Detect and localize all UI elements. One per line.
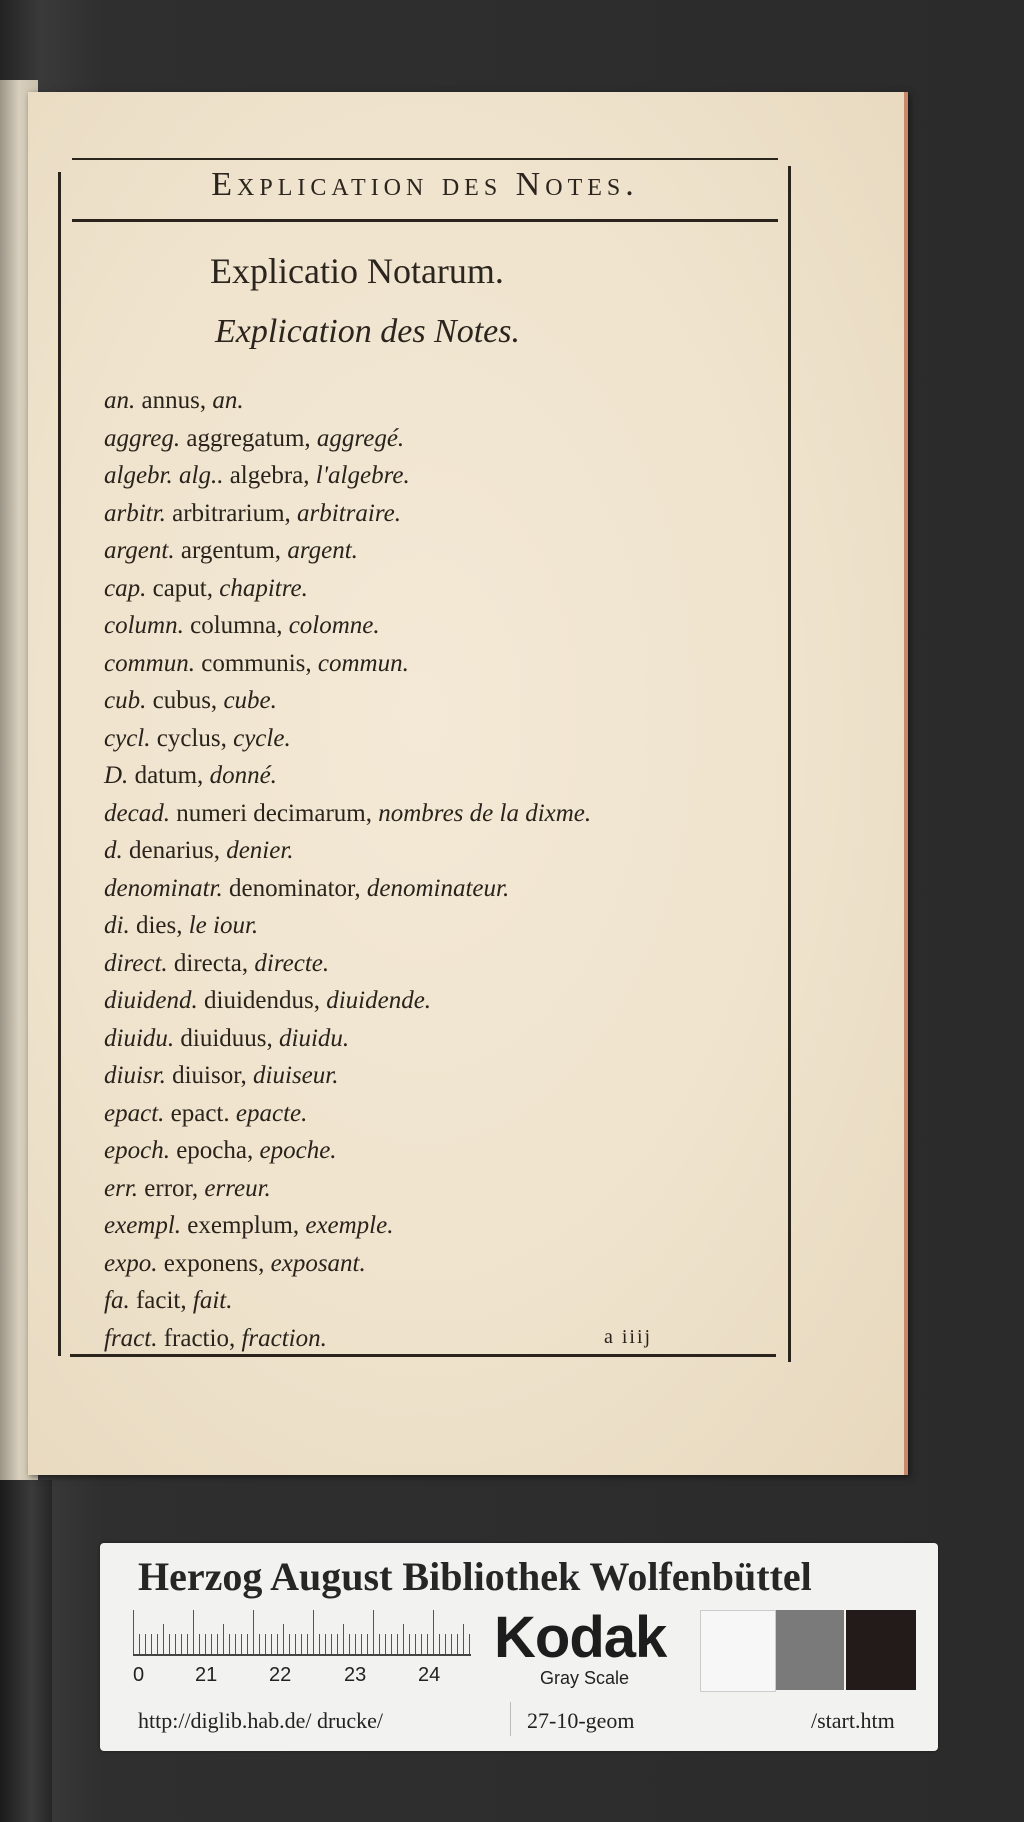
abbreviation-entry: [104, 457, 764, 495]
gray-scale-label: Gray Scale: [540, 1668, 630, 1688]
entry-french: erreur.: [204, 1174, 271, 1202]
entry-latin: annus,: [141, 387, 207, 414]
entry-abbreviation: decad.: [104, 799, 170, 827]
ruler-tick: [253, 1610, 254, 1654]
entry-french: commun.: [317, 649, 409, 677]
entry-abbreviation: cycl.: [104, 724, 151, 752]
entry-abbreviation: algebr. alg..: [104, 462, 224, 489]
entry-latin: exemplum,: [187, 1212, 300, 1239]
ruler-tick: [151, 1634, 152, 1654]
url-middle: 27-10-geom: [527, 1708, 635, 1733]
ruler-tick: [415, 1634, 416, 1654]
entry-latin: argentum,: [180, 537, 282, 564]
entry-french: epacte.: [235, 1099, 308, 1127]
entry-latin: epocha,: [176, 1137, 254, 1164]
ruler-tick: [223, 1624, 224, 1654]
entry-abbreviation: argent.: [104, 537, 175, 564]
abbreviation-entry: [104, 1320, 764, 1358]
white-swatch: [700, 1610, 776, 1692]
ruler-tick: [289, 1634, 290, 1654]
black-swatch: [846, 1610, 916, 1690]
ruler-tick: [259, 1634, 260, 1654]
ruler-tick: [385, 1634, 386, 1654]
entry-french: nombres de la dixme.: [378, 799, 592, 827]
ruler-tick: [211, 1634, 212, 1654]
entry-french: arbitraire.: [297, 499, 401, 527]
ruler-tick: [433, 1610, 434, 1654]
ruler-tick: [163, 1624, 164, 1654]
title-french: Explication des Notes.: [215, 313, 521, 350]
ruler-label: 23: [344, 1664, 367, 1686]
ruler-tick: [175, 1634, 176, 1654]
ruler-tick: [295, 1634, 296, 1654]
entry-abbreviation: exempl.: [104, 1212, 182, 1239]
entry-abbreviation: di.: [104, 912, 130, 939]
ruler-tick: [451, 1634, 452, 1654]
entry-abbreviation: fract.: [104, 1324, 158, 1352]
entry-latin: communis,: [201, 649, 312, 677]
entry-french: an.: [212, 387, 244, 414]
entry-abbreviation: diuisr.: [104, 1062, 166, 1089]
abbreviation-entry: [104, 1170, 764, 1208]
entry-abbreviation: epoch.: [104, 1137, 170, 1164]
ruler-tick: [205, 1634, 206, 1654]
entry-latin: diuisor,: [172, 1062, 247, 1089]
entry-latin: exponens,: [163, 1249, 265, 1277]
abbreviation-entry: [104, 945, 764, 983]
ruler-label: 0: [133, 1664, 145, 1686]
ruler-tick: [445, 1634, 446, 1654]
entry-french: fait.: [192, 1287, 233, 1314]
abbreviation-entry: [104, 1132, 764, 1170]
frame-left-rule: [58, 172, 61, 1356]
entry-french: l'algebre.: [315, 462, 410, 489]
ruler-tick: [313, 1610, 314, 1654]
entry-french: diuidende.: [326, 987, 432, 1014]
entry-latin: aggregatum,: [186, 424, 311, 452]
library-name: Herzog August Bibliothek Wolfenbüttel: [138, 1554, 812, 1599]
book-spine-edge: [0, 1480, 52, 1822]
frame-header-rule: [72, 219, 778, 222]
ruler-tick: [301, 1634, 302, 1654]
abbreviation-entry: [104, 982, 764, 1020]
entry-latin: cyclus,: [156, 724, 227, 752]
ruler-tick: [139, 1634, 140, 1654]
abbreviation-entry: [104, 495, 764, 533]
ruler-tick: [397, 1634, 398, 1654]
ruler-tick: [457, 1634, 458, 1654]
abbreviation-entry: [104, 907, 764, 945]
ruler-ticks: [133, 1610, 471, 1656]
entry-french: fraction.: [241, 1324, 327, 1352]
frame-right-rule: [788, 166, 791, 1362]
abbreviation-entry: [104, 382, 764, 420]
ruler-tick: [409, 1634, 410, 1654]
entry-abbreviation: cap.: [104, 574, 147, 602]
entry-abbreviation: commun.: [104, 649, 195, 677]
entry-abbreviation: err.: [104, 1174, 139, 1202]
abbreviation-entry: [104, 607, 764, 645]
entry-latin: denominator,: [229, 874, 361, 902]
entry-abbreviation: d.: [104, 837, 123, 864]
ruler-tick: [343, 1624, 344, 1654]
entry-abbreviation: direct.: [104, 949, 168, 977]
entry-abbreviation: D.: [104, 762, 129, 789]
ruler-tick: [391, 1634, 392, 1654]
ruler-tick: [187, 1634, 188, 1654]
entry-abbreviation: column.: [104, 612, 184, 639]
entry-french: donné.: [209, 762, 277, 789]
ruler-label: 24: [418, 1664, 441, 1686]
entry-french: cycle.: [233, 724, 291, 752]
abbreviation-entry: [104, 682, 764, 720]
ruler-tick: [463, 1624, 464, 1654]
entry-latin: dies,: [135, 912, 183, 939]
entry-french: exemple.: [305, 1212, 394, 1239]
abbreviation-entry: [104, 1282, 764, 1320]
url-separator: [510, 1702, 511, 1736]
entry-latin: diuiduus,: [180, 1024, 273, 1052]
entry-latin: fractio,: [163, 1324, 236, 1352]
ruler-tick: [361, 1634, 362, 1654]
url-right: /start.htm: [811, 1708, 895, 1733]
entry-latin: algebra,: [229, 462, 310, 489]
abbreviation-entry: [104, 720, 764, 758]
ruler-tick: [271, 1634, 272, 1654]
abbreviation-entry: [104, 870, 764, 908]
entry-abbreviation: cub.: [104, 687, 147, 714]
entry-french: exposant.: [270, 1249, 366, 1277]
entry-latin: directa,: [173, 949, 249, 977]
entry-latin: error,: [144, 1174, 199, 1202]
entry-french: le iour.: [188, 912, 259, 939]
abbreviation-entry: [104, 1020, 764, 1058]
entry-latin: cubus,: [152, 687, 218, 714]
entry-abbreviation: diuidend.: [104, 987, 198, 1014]
entry-latin: epact.: [170, 1099, 230, 1127]
ruler-label: 22: [269, 1664, 292, 1686]
ruler-tick: [217, 1634, 218, 1654]
signature-mark: a iiij: [604, 1326, 653, 1348]
ruler-tick: [319, 1634, 320, 1654]
entry-abbreviation: fa.: [104, 1287, 130, 1314]
abbreviation-entry: [104, 645, 764, 683]
ruler-tick: [241, 1634, 242, 1654]
ruler-tick: [439, 1634, 440, 1654]
ruler-tick: [193, 1610, 194, 1654]
entry-french: directe.: [254, 949, 330, 977]
ruler-tick: [373, 1610, 374, 1654]
ruler-tick: [355, 1634, 356, 1654]
entry-abbreviation: expo.: [104, 1249, 158, 1277]
ruler-tick: [325, 1634, 326, 1654]
abbreviation-entry: [104, 757, 764, 795]
entry-french: epoche.: [259, 1137, 337, 1164]
ruler-tick: [283, 1624, 284, 1654]
entry-latin: caput,: [152, 574, 213, 602]
entry-abbreviation: epact.: [104, 1099, 165, 1127]
title-latin: Explicatio Notarum.: [210, 251, 504, 291]
entry-abbreviation: arbitr.: [104, 499, 166, 527]
ruler-tick: [157, 1634, 158, 1654]
url-left: http://diglib.hab.de/ drucke/: [138, 1708, 384, 1733]
entry-french: argent.: [287, 537, 358, 564]
ruler-tick: [403, 1624, 404, 1654]
entry-latin: diuidendus,: [204, 987, 320, 1014]
ruler-tick: [145, 1634, 146, 1654]
ruler-label: 21: [195, 1664, 218, 1686]
ruler-tick: [247, 1634, 248, 1654]
abbreviation-entry: [104, 1057, 764, 1095]
ruler-tick: [349, 1634, 350, 1654]
ruler-tick: [133, 1610, 134, 1654]
entry-latin: arbitrarium,: [172, 499, 291, 527]
scale-ruler: [133, 1610, 471, 1692]
ruler-tick: [235, 1634, 236, 1654]
entry-french: cube.: [223, 687, 277, 714]
abbreviation-entry: [104, 570, 764, 608]
entry-abbreviation: an.: [104, 387, 136, 414]
ruler-tick: [181, 1634, 182, 1654]
entry-latin: facit,: [135, 1287, 187, 1314]
ruler-tick: [229, 1634, 230, 1654]
gray-swatch: [776, 1610, 844, 1690]
ruler-tick: [421, 1634, 422, 1654]
entry-latin: datum,: [134, 762, 204, 789]
abbreviation-entry: [104, 420, 764, 458]
entry-french: denier.: [226, 837, 294, 864]
ruler-tick: [265, 1634, 266, 1654]
ruler-tick: [379, 1634, 380, 1654]
entry-french: diuidu.: [279, 1024, 350, 1052]
ruler-tick: [199, 1634, 200, 1654]
entry-french: colomne.: [288, 612, 380, 639]
abbreviation-entry: [104, 1095, 764, 1133]
abbreviation-entry: [104, 1207, 764, 1245]
abbreviation-list: [104, 382, 764, 1357]
ruler-tick: [331, 1634, 332, 1654]
entry-latin: numeri decimarum,: [176, 799, 372, 827]
entry-french: aggregé.: [316, 424, 405, 452]
entry-abbreviation: aggreg.: [104, 424, 181, 452]
entry-latin: denarius,: [129, 837, 220, 864]
ruler-tick: [367, 1634, 368, 1654]
frame-top-rule: [72, 158, 778, 160]
running-head: Explication des Notes.: [211, 166, 639, 203]
ruler-tick: [469, 1634, 470, 1654]
ruler-tick: [169, 1634, 170, 1654]
ruler-tick: [277, 1634, 278, 1654]
entry-french: chapitre.: [219, 574, 308, 602]
abbreviation-entry: [104, 832, 764, 870]
entry-french: diuiseur.: [253, 1062, 339, 1089]
ruler-labels: [133, 1664, 471, 1690]
entry-latin: columna,: [190, 612, 283, 639]
abbreviation-entry: [104, 1245, 764, 1283]
kodak-logo: Kodak: [494, 1605, 667, 1670]
abbreviation-entry: [104, 795, 764, 833]
entry-abbreviation: diuidu.: [104, 1024, 175, 1052]
entry-french: denominateur.: [366, 874, 510, 902]
ruler-tick: [337, 1634, 338, 1654]
ruler-tick: [307, 1634, 308, 1654]
ruler-tick: [427, 1634, 428, 1654]
abbreviation-entry: [104, 532, 764, 570]
entry-abbreviation: denominatr.: [104, 874, 223, 902]
